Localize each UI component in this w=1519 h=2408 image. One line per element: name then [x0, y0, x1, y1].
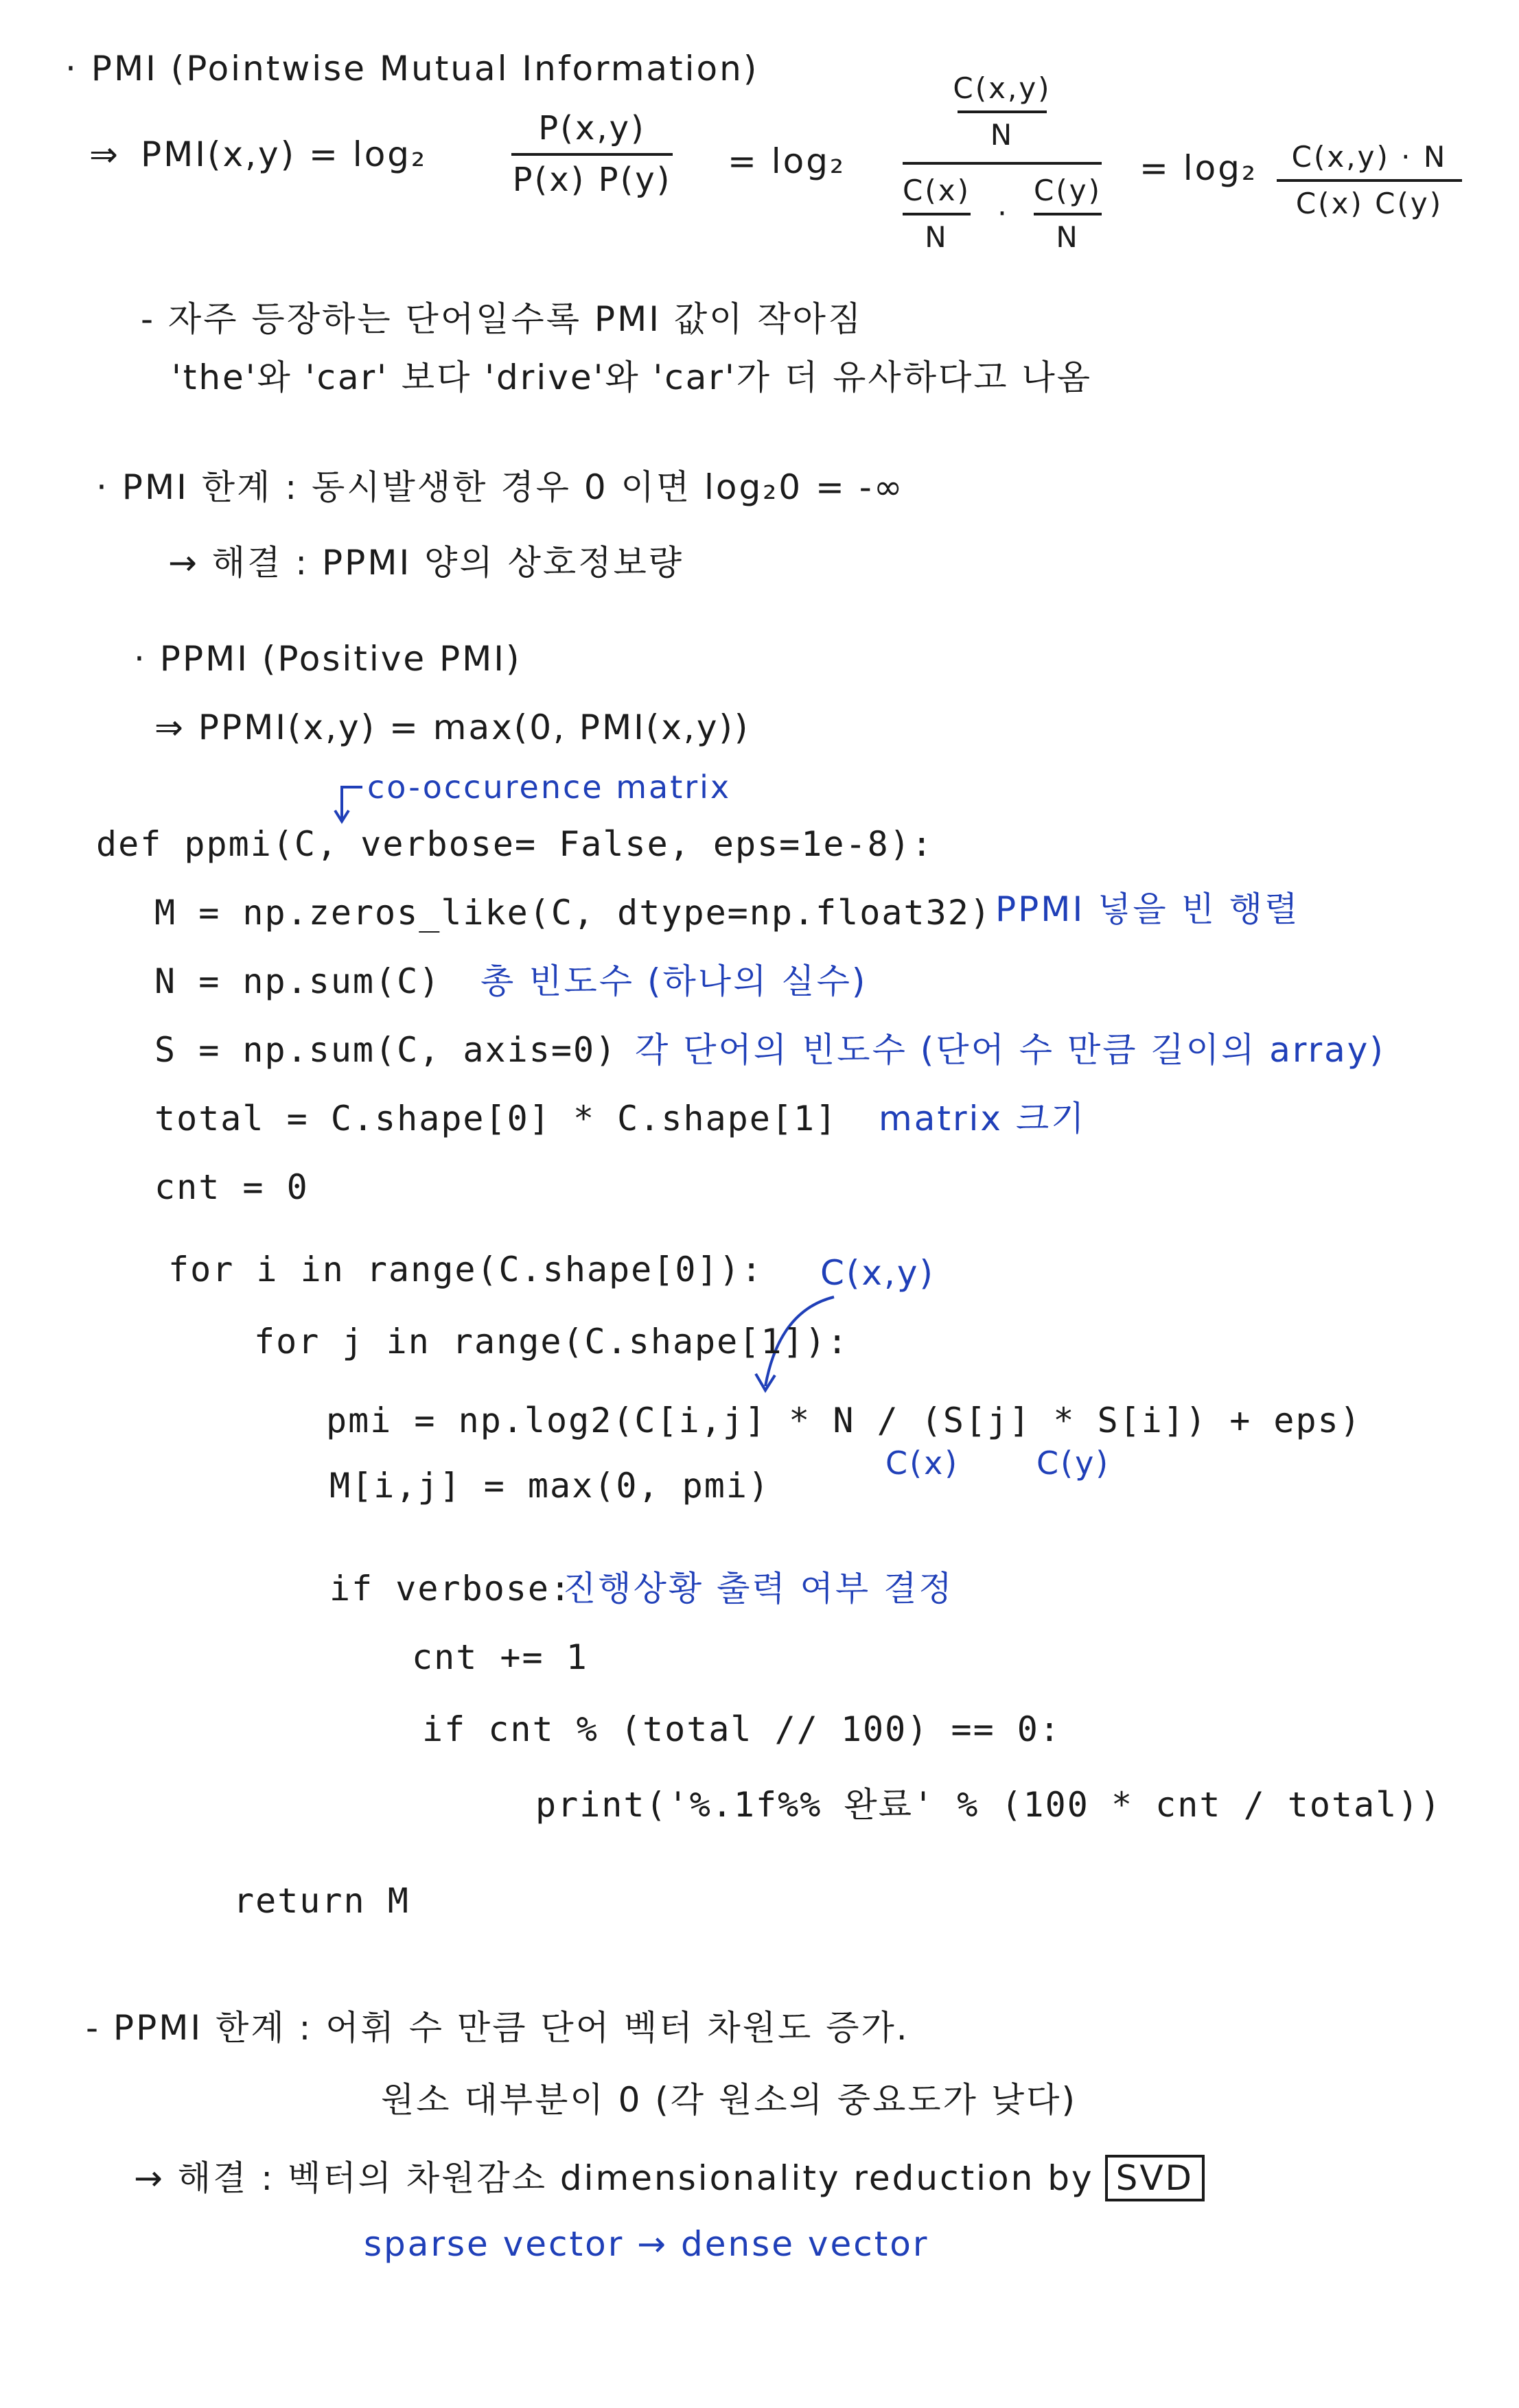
cooc-arrow: [329, 779, 371, 827]
pmi-fraction-1: [511, 110, 673, 199]
frac2-den-b-num: C(y): [1034, 173, 1102, 207]
frac2-den-b-den: N: [1056, 220, 1080, 254]
pmi-eq2: = log₂: [728, 141, 846, 181]
ppmi-formula: ⇒ PPMI(x,y) = max(0, PMI(x,y)): [154, 708, 750, 747]
if-verbose-line: if verbose:: [329, 1569, 572, 1609]
cooc-note: co-occurence matrix: [367, 769, 732, 806]
pmi-fraction-3: [1277, 141, 1462, 221]
ppmi-limit-solution: [134, 2155, 1205, 2201]
verbose-note: 진행상황 출력 여부 결정: [563, 1569, 954, 1609]
ppmi-heading: · PPMI (Positive PMI): [134, 639, 522, 679]
pmi-eq3: = log₂: [1139, 148, 1258, 188]
pmi-fraction-2: [903, 72, 1102, 254]
pmi-lhs: PMI(x,y) = log₂: [141, 135, 428, 174]
pmi-arrow: ⇒: [89, 135, 120, 174]
cnt-line: cnt = 0: [154, 1167, 309, 1207]
s-line: S = np.sum(C, axis=0): [154, 1030, 618, 1070]
sparse-dense-note: sparse vector → dense vector: [364, 2224, 929, 2264]
ppmi-limit-line: - PPMI 한계 : 어휘 수 만큼 단어 벡터 차원도 증가.: [86, 2008, 909, 2048]
cxy-note: C(x,y): [820, 1253, 935, 1293]
frac1-numerator: P(x,y): [538, 109, 646, 148]
m-line: M = np.zeros_like(C, dtype=np.float32): [154, 893, 992, 933]
frac2-den-a-num: C(x): [903, 173, 971, 207]
total-note: matrix 크기: [879, 1099, 1087, 1138]
for-j-line: for j in range(C.shape[1]):: [254, 1322, 849, 1361]
print-line: print('%.1f%% 완료' % (100 * cnt / total)): [535, 1785, 1442, 1825]
total-line: total = C.shape[0] * C.shape[1]: [154, 1099, 838, 1138]
frac2-denominator: [903, 174, 1102, 255]
frac2-num-den: N: [990, 118, 1014, 152]
if-cnt-line: if cnt % (total // 100) == 0:: [422, 1709, 1061, 1749]
frac2-numerator: [903, 72, 1102, 152]
ppmi-limit-line-2: 원소 대부분이 0 (각 원소의 중요도가 낮다): [381, 2080, 1077, 2120]
pmi-limit-solution: → 해결 : PPMI 양의 상호정보량: [168, 543, 684, 583]
s-note: 각 단어의 빈도수 (단어 수 만큼 길이의 array): [635, 1030, 1385, 1070]
n-note: 총 빈도수 (하나의 실수): [480, 961, 868, 1001]
pmi-heading: · PMI (Pointwise Mutual Information): [65, 49, 759, 89]
frac2-num-num: C(x,y): [953, 71, 1052, 105]
cnt-inc-line: cnt += 1: [412, 1637, 588, 1677]
pmi-note-2: 'the'와 'car' 보다 'drive'와 'car'가 더 유사하다고 나옴: [172, 358, 1093, 397]
cy-note: C(y): [1036, 1445, 1111, 1482]
frac3-numerator: C(x,y) · N: [1291, 140, 1448, 174]
def-line: def ppmi(C, verbose= False, eps=1e-8):: [96, 824, 934, 864]
return-line: return M: [233, 1881, 410, 1921]
svd-boxed: SVD: [1105, 2155, 1205, 2201]
frac2-dot: ·: [997, 196, 1007, 232]
frac1-denominator: P(x) P(y): [512, 161, 672, 200]
frac2-den-a-den: N: [925, 220, 949, 254]
m-note: PPMI 넣을 빈 행렬: [995, 889, 1300, 929]
frac3-denominator: C(x) C(y): [1295, 187, 1443, 221]
pmi-limit-line: · PMI 한계 : 동시발생한 경우 0 이면 log₂0 = -∞: [96, 467, 905, 507]
ppmi-solution-text: → 해결 : 벡터의 차원감소 dimensionality reduction by: [134, 2158, 1094, 2198]
for-i-line: for i in range(C.shape[0]):: [168, 1250, 763, 1289]
max-line: M[i,j] = max(0, pmi): [329, 1466, 771, 1506]
pmi-note-1: - 자주 등장하는 단어일수록 PMI 값이 작아짐: [141, 299, 863, 339]
n-line: N = np.sum(C): [154, 961, 441, 1001]
pmi-line: pmi = np.log2(C[i,j] * N / (S[j] * S[i]) + eps): [326, 1401, 1362, 1440]
cx-note: C(x): [885, 1445, 960, 1482]
